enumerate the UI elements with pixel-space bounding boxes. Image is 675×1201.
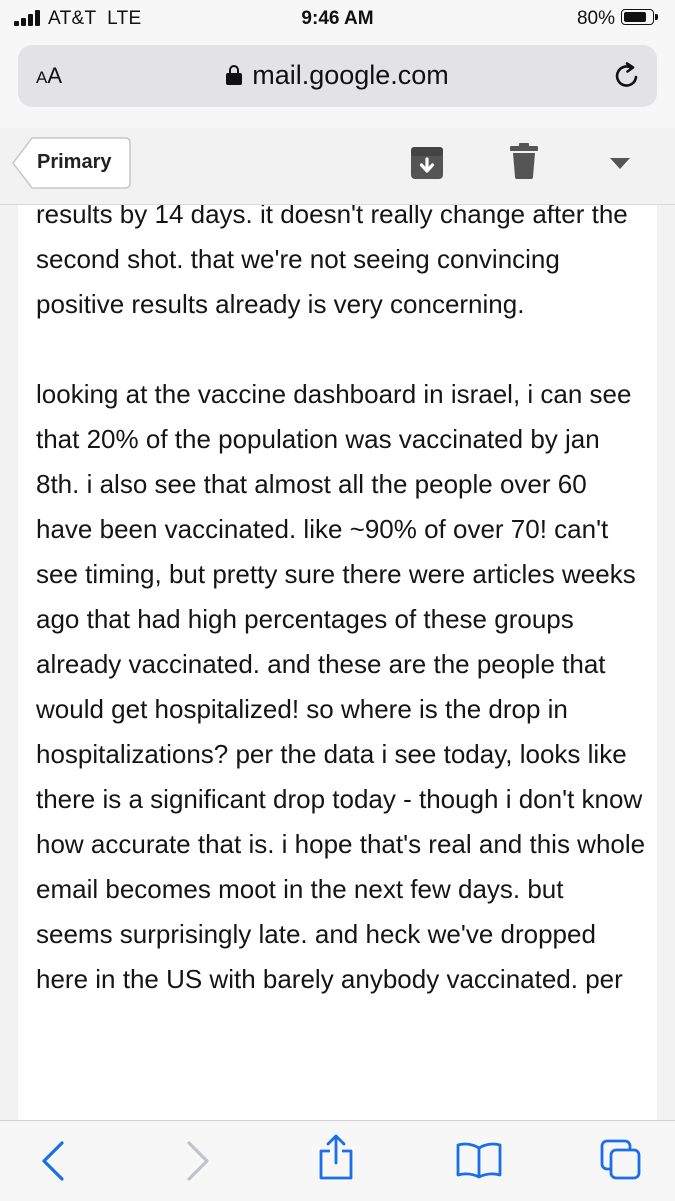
- status-bar: [0, 0, 675, 40]
- lock-icon: [226, 65, 242, 85]
- email-body: [18, 205, 657, 1120]
- url-text: mail.google.com: [252, 60, 449, 90]
- clock: 9:46 AM: [301, 8, 374, 29]
- back-to-primary-button[interactable]: [12, 137, 131, 189]
- url-display[interactable]: [18, 60, 657, 91]
- email-paragraph: results by 14 days. it doesn't really change after the second shot. that we're not seeing convincing positive results already is very concerning.: [36, 205, 628, 319]
- browser-address-area: [0, 40, 675, 128]
- back-arrow-icon[interactable]: [40, 1141, 66, 1181]
- email-text: [36, 205, 646, 1002]
- battery-percent: 80%: [576, 8, 615, 29]
- address-bar[interactable]: [18, 45, 657, 107]
- back-button-label: Primary: [37, 151, 112, 173]
- forward-arrow-icon[interactable]: [185, 1141, 211, 1181]
- carrier-label: AT&T LTE: [48, 8, 142, 29]
- trash-icon[interactable]: [510, 143, 538, 179]
- archive-icon[interactable]: [410, 146, 444, 180]
- text-size-button[interactable]: AA: [36, 63, 63, 88]
- reload-icon[interactable]: [611, 60, 643, 92]
- safari-bottom-toolbar: [0, 1120, 675, 1201]
- share-icon[interactable]: [318, 1133, 354, 1181]
- email-paragraph: looking at the vaccine dashboard in israel, i can see that 20% of the population was vaccinated by jan 8th. i also see that almost all the people over 60 have been vaccinated. like ~90% of over 70! can't see timing, but pretty sure there were articles weeks ago that had high percentages of these groups already vaccinated. and these are the people that would get hospitalized! so where is the drop in hospitalizations? per the data i see today, looks like there is a significant drop today - though i don't know how accurate that is. i hope that's real and this whole email becomes moot in the next few days. but seems surprisingly late. and heck we've dropped here in the US with barely anybody vaccinated. per: [36, 379, 646, 994]
- tabs-icon[interactable]: [600, 1139, 642, 1181]
- gmail-toolbar: [0, 128, 675, 205]
- bookmarks-icon[interactable]: [455, 1141, 503, 1179]
- battery-icon: [621, 9, 659, 27]
- dropdown-caret-icon[interactable]: [610, 158, 630, 170]
